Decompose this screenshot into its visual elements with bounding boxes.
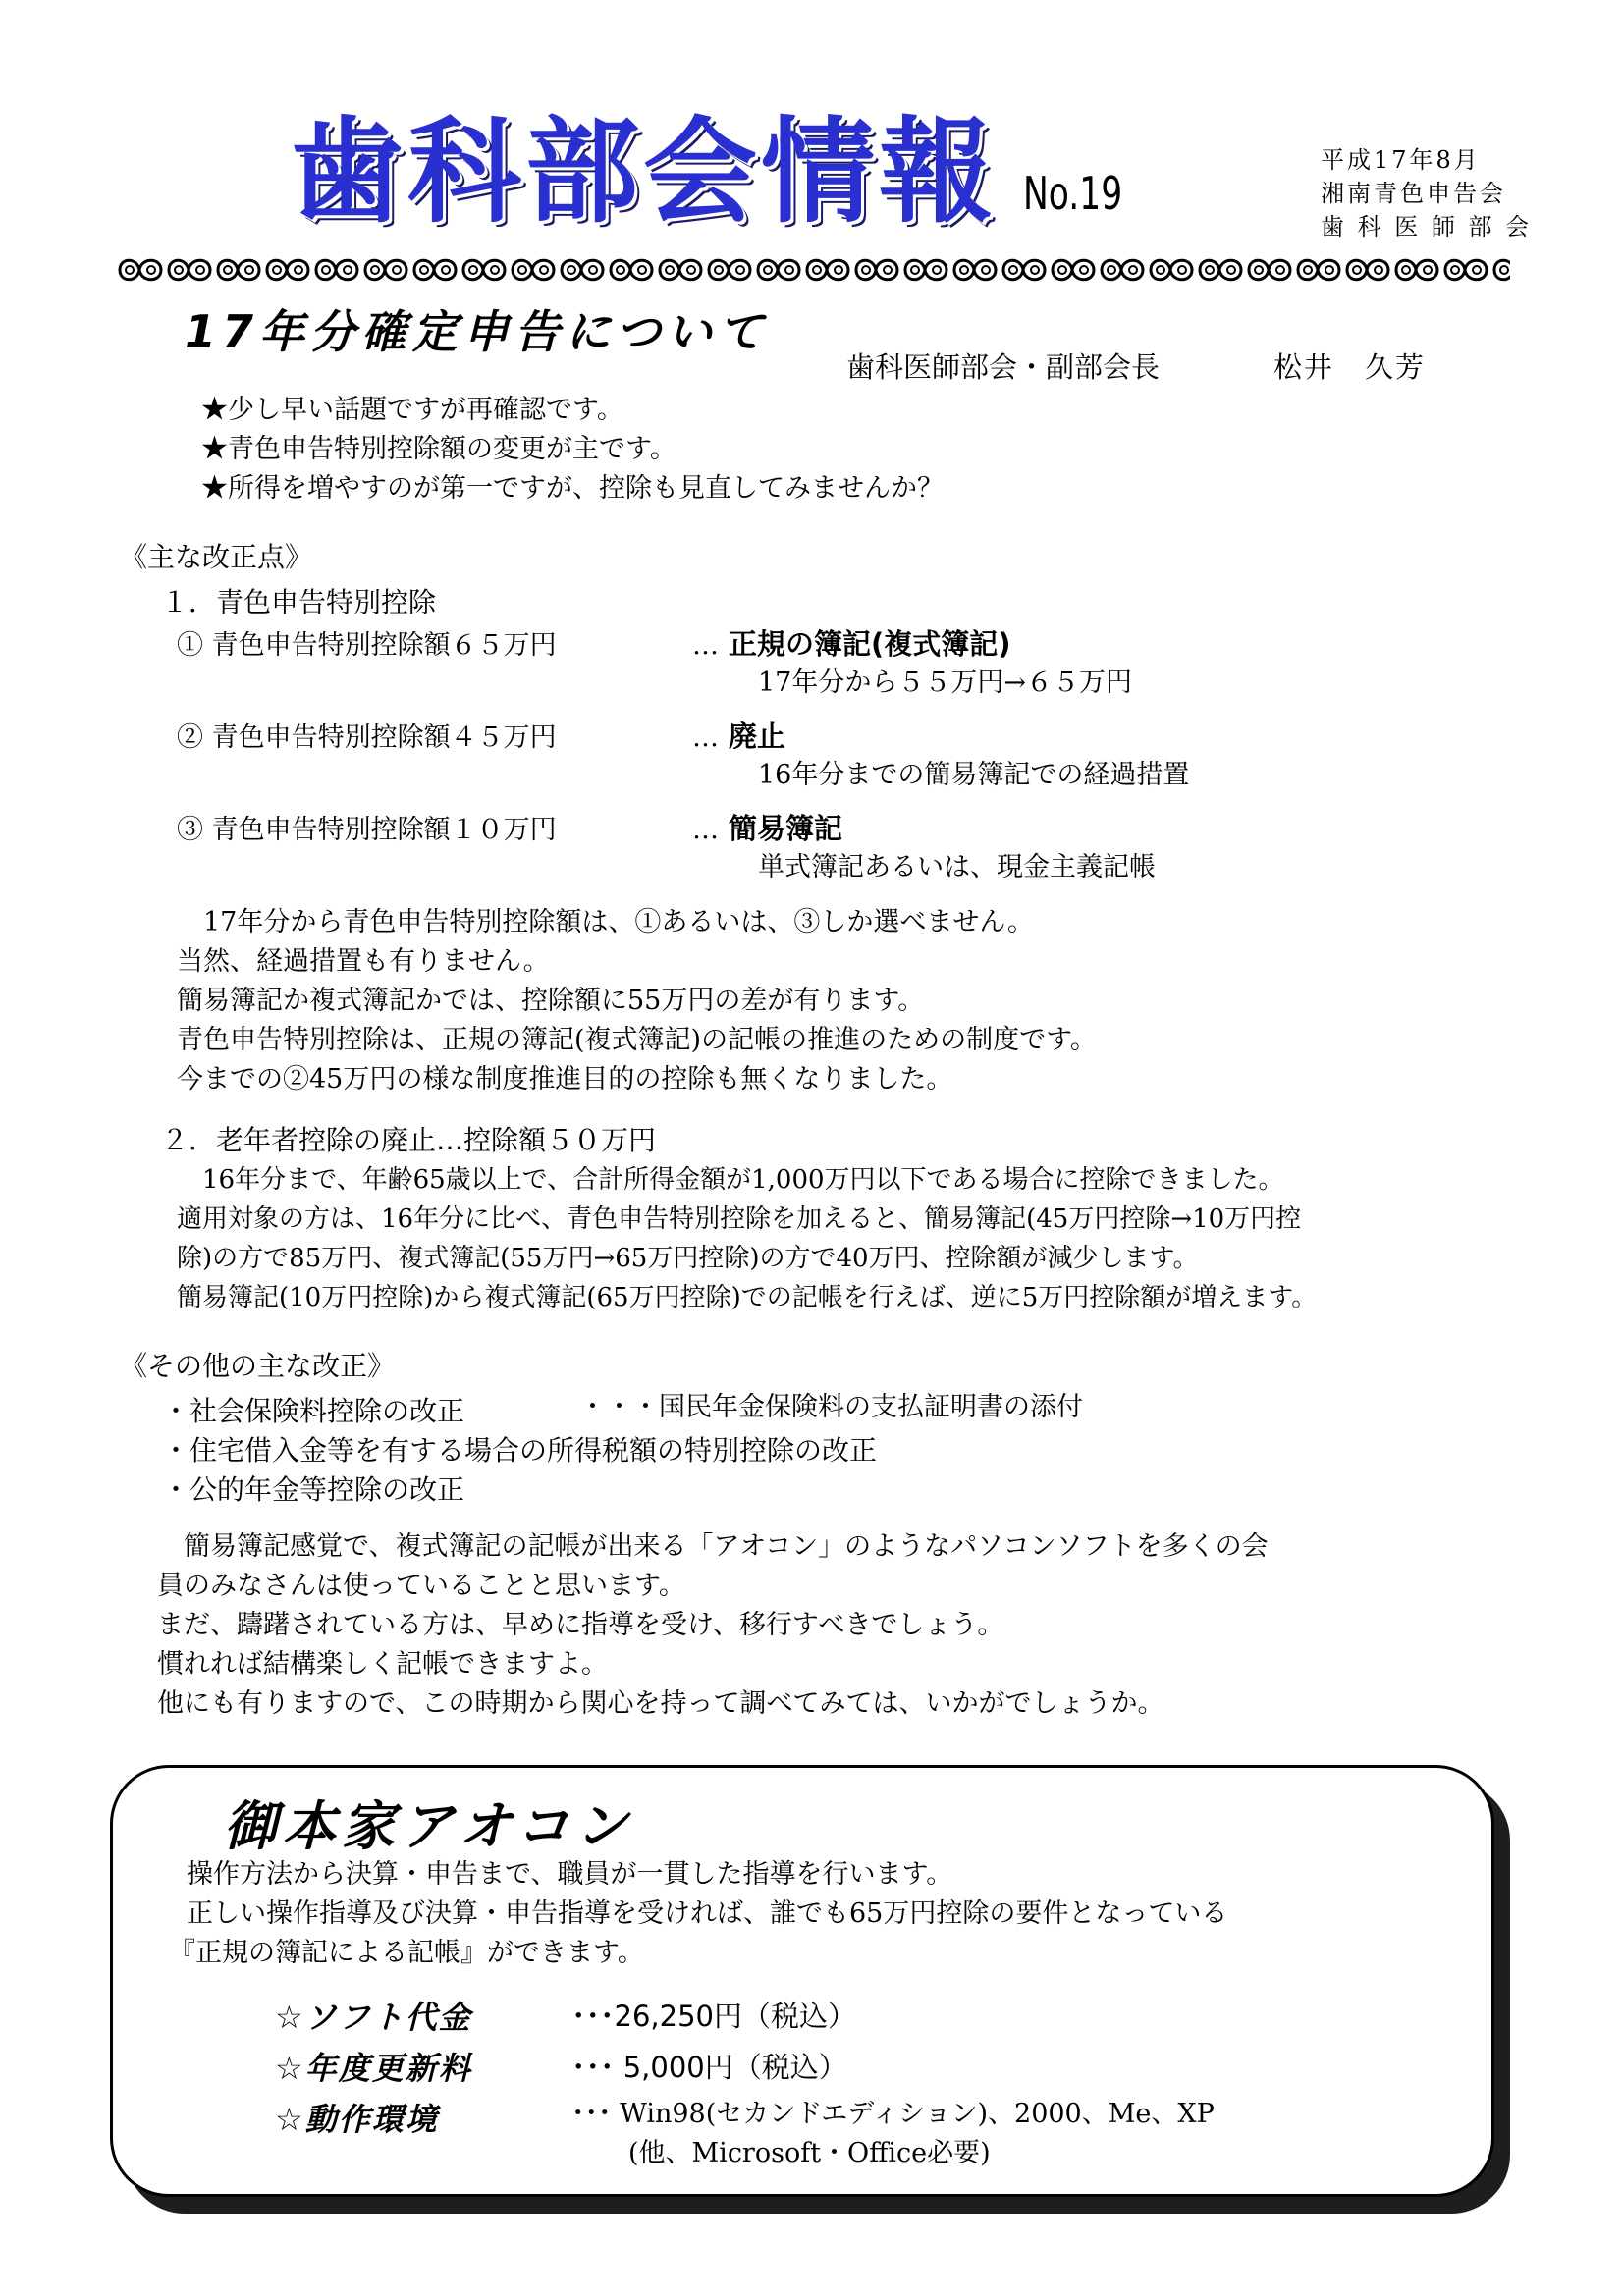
- deduction-item-arrow: …: [692, 722, 719, 753]
- paragraph-line: 16年分まで、年齢65歳以上で、合計所得金額が1,000万円以下である場合に控除できました。: [177, 1165, 1284, 1195]
- paragraph-line: 適用対象の方は、16年分に比べ、青色申告特別控除を加えると、簡易簿記(45万円控除→10万円控: [177, 1204, 1302, 1234]
- deduction-item-method: 正規の簿記(複式簿記): [729, 627, 1011, 661]
- spec-value-renewal: ･･･ 5,000円（税込）: [571, 2051, 847, 2084]
- section-heading-main: 《主な改正点》: [120, 541, 313, 573]
- spec-label-renewal: ☆年度更新料: [275, 2050, 472, 2087]
- spec-value-price: ･･･26,250円（税込）: [571, 2000, 856, 2033]
- deduction-item-note: 17年分から５５万円→６５万円: [758, 667, 1132, 698]
- deduction-item-label: ③ 青色申告特別控除額１０万円: [177, 815, 557, 845]
- paragraph-line: 17年分から青色申告特別控除額は、①あるいは、③しか選べません。: [177, 907, 1034, 937]
- other-item: ・社会保険料控除の改正: [162, 1395, 465, 1427]
- decorative-border: [116, 253, 1510, 287]
- closing-line: 員のみなさんは使っていることと思います。: [157, 1571, 685, 1601]
- other-item-note: ・・・国民年金保険料の支払証明書の添付: [579, 1392, 1083, 1422]
- ad-box-title: 御本家アオコン: [224, 1795, 634, 1857]
- ad-line: 『正規の簿記による記帳』ができます。: [169, 1938, 644, 1968]
- intro-line: ★青色申告特別控除額の変更が主です。: [201, 434, 676, 464]
- deduction-item-method: 簡易簿記: [729, 812, 843, 845]
- paragraph-line: 簡易簿記か複式簿記かでは、控除額に55万円の差が有ります。: [177, 986, 925, 1016]
- intro-line: ★少し早い話題ですが再確認です。: [201, 395, 623, 425]
- closing-line: 簡易簿記感覚で、複式簿記の記帳が出来る「アオコン」のようなパソコンソフトを多くの会: [157, 1531, 1269, 1562]
- other-item: ・公的年金等控除の改正: [162, 1473, 465, 1506]
- paragraph-line: 簡易簿記(10万円控除)から複式簿記(65万円控除)での記帳を行えば、逆に5万円控除額が増えます。: [177, 1283, 1318, 1312]
- closing-line: 他にも有りますので、この時期から関心を持って調べてみては、いかがでしょうか。: [157, 1688, 1164, 1719]
- deduction-item-note: 単式簿記あるいは、現金主義記帳: [758, 852, 1156, 882]
- deduction-item-label: ② 青色申告特別控除額４５万円: [177, 722, 557, 753]
- spec-label-environment: ☆動作環境: [275, 2101, 439, 2138]
- paragraph-line: 当然、経過措置も有りません。: [177, 946, 550, 977]
- other-item: ・住宅借入金等を有する場合の所得税額の特別控除の改正: [162, 1434, 878, 1467]
- intro-line: ★所得を増やすのが第一ですが、控除も見直してみませんか？: [201, 473, 944, 504]
- section-heading-other: 《その他の主な改正》: [120, 1350, 396, 1382]
- deduction-item-note: 16年分までの簡易簿記での経過措置: [758, 760, 1190, 790]
- ad-line: 操作方法から決算・申告まで、職員が一貫した指導を行います。: [187, 1859, 953, 1890]
- section2-heading: ２．老年者控除の廃止…控除額５０万円: [161, 1124, 657, 1156]
- paragraph-line: 青色申告特別控除は、正規の簿記(複式簿記)の記帳の推進のための制度です。: [177, 1025, 1097, 1055]
- article-title: 17年分確定申告について: [185, 305, 770, 358]
- header-org: 湘南青色申告会: [1321, 180, 1506, 207]
- ad-line: 正しい操作指導及び決算・申告指導を受ければ、誰でも65万円控除の要件となっている: [187, 1898, 1228, 1929]
- paragraph-line: 除)の方で85万円、複式簿記(55万円→65万円控除)の方で40万円、控除額が減少します。: [177, 1244, 1199, 1273]
- paragraph-line: 今までの②45万円の様な制度推進目的の控除も無くなりました。: [177, 1064, 953, 1095]
- deduction-item-arrow: …: [692, 630, 719, 661]
- deduction-item-label: ① 青色申告特別控除額６５万円: [177, 630, 557, 661]
- header-dept: 歯 科 医 師 部 会: [1321, 213, 1533, 240]
- deduction-item-arrow: …: [692, 815, 719, 845]
- closing-line: 慣れれば結構楽しく記帳できますよ。: [157, 1649, 608, 1680]
- author-role: 歯科医師部会・副部会長: [846, 350, 1161, 384]
- section1-heading: １．青色申告特別控除: [161, 586, 437, 618]
- newsletter-title: 歯科部会情報: [290, 106, 997, 239]
- author-name: 松井 久芳: [1273, 350, 1427, 384]
- spec-label-price: ☆ソフト代金: [275, 1999, 472, 2036]
- closing-line: まだ、躊躇されている方は、早めに指導を受け、移行すべきでしょう。: [157, 1610, 1004, 1640]
- deduction-item-method: 廃止: [729, 720, 786, 753]
- issue-number: No.19: [1023, 167, 1123, 220]
- spec-value-environment: ･･･ Win98(セカンドエディション)、2000、Me、XP: [571, 2099, 1215, 2129]
- header-date: 平成17年8月: [1321, 146, 1481, 174]
- spec-value-environment-note: (他、Microsoft・Office必要): [628, 2138, 991, 2168]
